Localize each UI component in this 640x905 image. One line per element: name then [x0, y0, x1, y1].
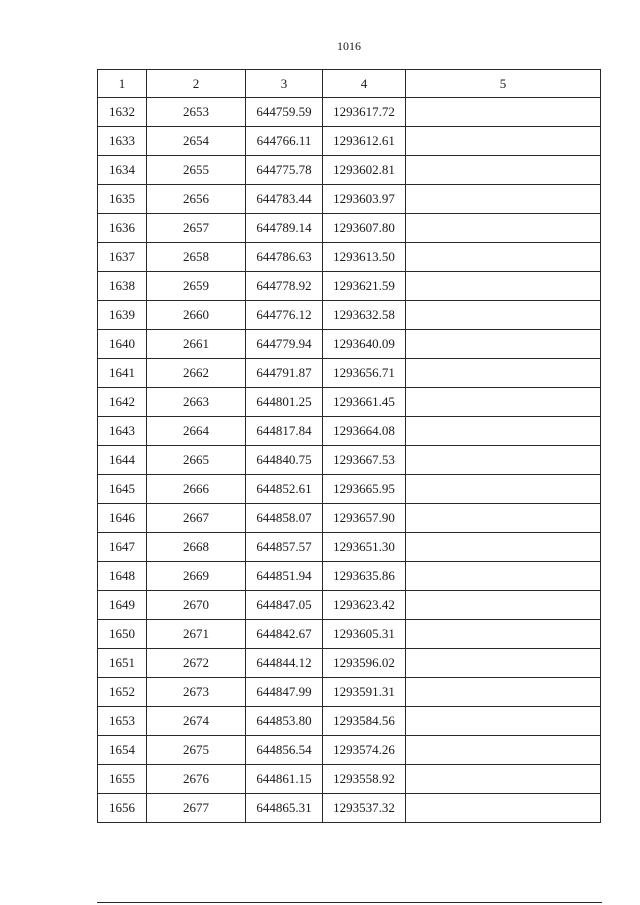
- table-cell-col-3: 644778.92: [246, 272, 323, 301]
- table-cell-col-3: 644856.54: [246, 736, 323, 765]
- table-cell-col-3: 644852.61: [246, 475, 323, 504]
- table-cell-col-1: 1634: [98, 156, 147, 185]
- table-cell-col-3: 644844.12: [246, 649, 323, 678]
- table-row: [98, 388, 601, 417]
- table-cell-col-4: 1293657.90: [323, 504, 406, 533]
- table-cell-col-5: [406, 272, 601, 301]
- table-cell-col-1: 1641: [98, 359, 147, 388]
- table-cell-col-1: 1638: [98, 272, 147, 301]
- column-header-1: 1: [98, 70, 147, 98]
- table-cell-col-5: [406, 678, 601, 707]
- table-cell-col-1: 1643: [98, 417, 147, 446]
- table-cell-col-5: [406, 562, 601, 591]
- table-cell-col-2: 2655: [147, 156, 246, 185]
- table-row: [98, 185, 601, 214]
- table-row: [98, 475, 601, 504]
- table-cell-col-5: [406, 98, 601, 127]
- table-cell-col-3: 644840.75: [246, 446, 323, 475]
- table-cell-col-5: [406, 214, 601, 243]
- table-cell-col-4: 1293635.86: [323, 562, 406, 591]
- table-cell-col-2: 2674: [147, 707, 246, 736]
- table-cell-col-1: 1647: [98, 533, 147, 562]
- table-body: [98, 98, 601, 823]
- table-cell-col-2: 2660: [147, 301, 246, 330]
- table-cell-col-5: [406, 301, 601, 330]
- table-cell-col-4: 1293574.26: [323, 736, 406, 765]
- table-cell-col-3: 644847.99: [246, 678, 323, 707]
- table-cell-col-4: 1293584.56: [323, 707, 406, 736]
- table-cell-col-5: [406, 591, 601, 620]
- table-cell-col-5: [406, 359, 601, 388]
- table-cell-col-4: 1293664.08: [323, 417, 406, 446]
- table-row: [98, 562, 601, 591]
- table-row: [98, 620, 601, 649]
- table-cell-col-2: 2668: [147, 533, 246, 562]
- table-cell-col-4: 1293613.50: [323, 243, 406, 272]
- table-cell-col-1: 1648: [98, 562, 147, 591]
- table-cell-col-2: 2656: [147, 185, 246, 214]
- table-cell-col-4: 1293640.09: [323, 330, 406, 359]
- table-cell-col-1: 1656: [98, 794, 147, 823]
- table-cell-col-2: 2675: [147, 736, 246, 765]
- table-cell-col-2: 2677: [147, 794, 246, 823]
- table-cell-col-1: 1640: [98, 330, 147, 359]
- table-cell-col-2: 2658: [147, 243, 246, 272]
- table-cell-col-3: 644779.94: [246, 330, 323, 359]
- column-header-5: 5: [406, 70, 601, 98]
- table-cell-col-3: 644851.94: [246, 562, 323, 591]
- table-header-row: [98, 70, 601, 98]
- table-cell-col-4: 1293665.95: [323, 475, 406, 504]
- table-cell-col-4: 1293617.72: [323, 98, 406, 127]
- table-cell-col-3: 644783.44: [246, 185, 323, 214]
- table-row: [98, 417, 601, 446]
- table-cell-col-2: 2670: [147, 591, 246, 620]
- table-cell-col-2: 2671: [147, 620, 246, 649]
- table-cell-col-1: 1636: [98, 214, 147, 243]
- table-cell-col-4: 1293596.02: [323, 649, 406, 678]
- table-cell-col-2: 2667: [147, 504, 246, 533]
- table-cell-col-3: 644776.12: [246, 301, 323, 330]
- table-cell-col-5: [406, 736, 601, 765]
- column-header-2: 2: [147, 70, 246, 98]
- table-row: [98, 330, 601, 359]
- table-cell-col-5: [406, 620, 601, 649]
- table-cell-col-1: 1639: [98, 301, 147, 330]
- table-row: [98, 127, 601, 156]
- table-cell-col-1: 1650: [98, 620, 147, 649]
- table-cell-col-2: 2676: [147, 765, 246, 794]
- table-cell-col-3: 644801.25: [246, 388, 323, 417]
- table-cell-col-3: 644865.31: [246, 794, 323, 823]
- table-row: [98, 156, 601, 185]
- table-cell-col-1: 1649: [98, 591, 147, 620]
- table-cell-col-3: 644789.14: [246, 214, 323, 243]
- table-row: [98, 533, 601, 562]
- table-cell-col-4: 1293651.30: [323, 533, 406, 562]
- table-cell-col-3: 644759.59: [246, 98, 323, 127]
- table-cell-col-5: [406, 765, 601, 794]
- table-cell-col-1: 1655: [98, 765, 147, 794]
- footer-rule: [97, 902, 602, 903]
- table-cell-col-3: 644766.11: [246, 127, 323, 156]
- table-cell-col-5: [406, 794, 601, 823]
- table-cell-col-4: 1293603.97: [323, 185, 406, 214]
- table-cell-col-4: 1293661.45: [323, 388, 406, 417]
- table-row: [98, 591, 601, 620]
- table-cell-col-5: [406, 707, 601, 736]
- table-cell-col-1: 1635: [98, 185, 147, 214]
- table-cell-col-2: 2661: [147, 330, 246, 359]
- table-cell-col-5: [406, 127, 601, 156]
- table-cell-col-2: 2669: [147, 562, 246, 591]
- table-cell-col-5: [406, 504, 601, 533]
- table-row: [98, 301, 601, 330]
- table-cell-col-2: 2657: [147, 214, 246, 243]
- table-cell-col-4: 1293591.31: [323, 678, 406, 707]
- table-cell-col-1: 1654: [98, 736, 147, 765]
- table-cell-col-3: 644775.78: [246, 156, 323, 185]
- table-cell-col-2: 2673: [147, 678, 246, 707]
- table-cell-col-4: 1293632.58: [323, 301, 406, 330]
- table-cell-col-2: 2662: [147, 359, 246, 388]
- table-cell-col-5: [406, 243, 601, 272]
- table-cell-col-5: [406, 330, 601, 359]
- table-cell-col-1: 1633: [98, 127, 147, 156]
- table-row: [98, 243, 601, 272]
- table-cell-col-4: 1293602.81: [323, 156, 406, 185]
- table-cell-col-3: 644861.15: [246, 765, 323, 794]
- table-cell-col-1: 1637: [98, 243, 147, 272]
- table-cell-col-4: 1293621.59: [323, 272, 406, 301]
- table-cell-col-1: 1642: [98, 388, 147, 417]
- table-cell-col-1: 1646: [98, 504, 147, 533]
- table-cell-col-5: [406, 446, 601, 475]
- table-cell-col-5: [406, 417, 601, 446]
- table-cell-col-1: 1652: [98, 678, 147, 707]
- table-cell-col-2: 2663: [147, 388, 246, 417]
- table-cell-col-5: [406, 533, 601, 562]
- table-row: [98, 504, 601, 533]
- table-cell-col-1: 1653: [98, 707, 147, 736]
- table-row: [98, 649, 601, 678]
- table-cell-col-4: 1293612.61: [323, 127, 406, 156]
- table-row: [98, 765, 601, 794]
- table-row: [98, 707, 601, 736]
- table-cell-col-3: 644842.67: [246, 620, 323, 649]
- table-cell-col-2: 2672: [147, 649, 246, 678]
- table-cell-col-4: 1293558.92: [323, 765, 406, 794]
- table-cell-col-1: 1632: [98, 98, 147, 127]
- table-row: [98, 214, 601, 243]
- table-row: [98, 736, 601, 765]
- table-cell-col-2: 2653: [147, 98, 246, 127]
- table-row: [98, 359, 601, 388]
- page-number: 1016: [337, 39, 361, 53]
- table-cell-col-2: 2659: [147, 272, 246, 301]
- table-cell-col-1: 1645: [98, 475, 147, 504]
- column-header-3: 3: [246, 70, 323, 98]
- table-cell-col-2: 2666: [147, 475, 246, 504]
- table-cell-col-4: 1293607.80: [323, 214, 406, 243]
- table-cell-col-4: 1293623.42: [323, 591, 406, 620]
- table-cell-col-4: 1293667.53: [323, 446, 406, 475]
- table-cell-col-5: [406, 388, 601, 417]
- table-row: [98, 794, 601, 823]
- table-cell-col-3: 644817.84: [246, 417, 323, 446]
- table-cell-col-5: [406, 649, 601, 678]
- table-cell-col-3: 644786.63: [246, 243, 323, 272]
- table-cell-col-3: 644857.57: [246, 533, 323, 562]
- table-cell-col-5: [406, 156, 601, 185]
- table-row: [98, 678, 601, 707]
- table-cell-col-3: 644847.05: [246, 591, 323, 620]
- table-cell-col-3: 644858.07: [246, 504, 323, 533]
- table-cell-col-4: 1293605.31: [323, 620, 406, 649]
- table-cell-col-5: [406, 475, 601, 504]
- table-cell-col-1: 1644: [98, 446, 147, 475]
- table-cell-col-4: 1293656.71: [323, 359, 406, 388]
- table-row: [98, 272, 601, 301]
- table-cell-col-2: 2654: [147, 127, 246, 156]
- table-cell-col-2: 2665: [147, 446, 246, 475]
- table-cell-col-5: [406, 185, 601, 214]
- table-cell-col-3: 644791.87: [246, 359, 323, 388]
- table-row: [98, 98, 601, 127]
- column-header-4: 4: [323, 70, 406, 98]
- table-cell-col-4: 1293537.32: [323, 794, 406, 823]
- table-cell-col-3: 644853.80: [246, 707, 323, 736]
- table-cell-col-2: 2664: [147, 417, 246, 446]
- coordinates-table: [97, 69, 601, 823]
- table-row: [98, 446, 601, 475]
- table-cell-col-1: 1651: [98, 649, 147, 678]
